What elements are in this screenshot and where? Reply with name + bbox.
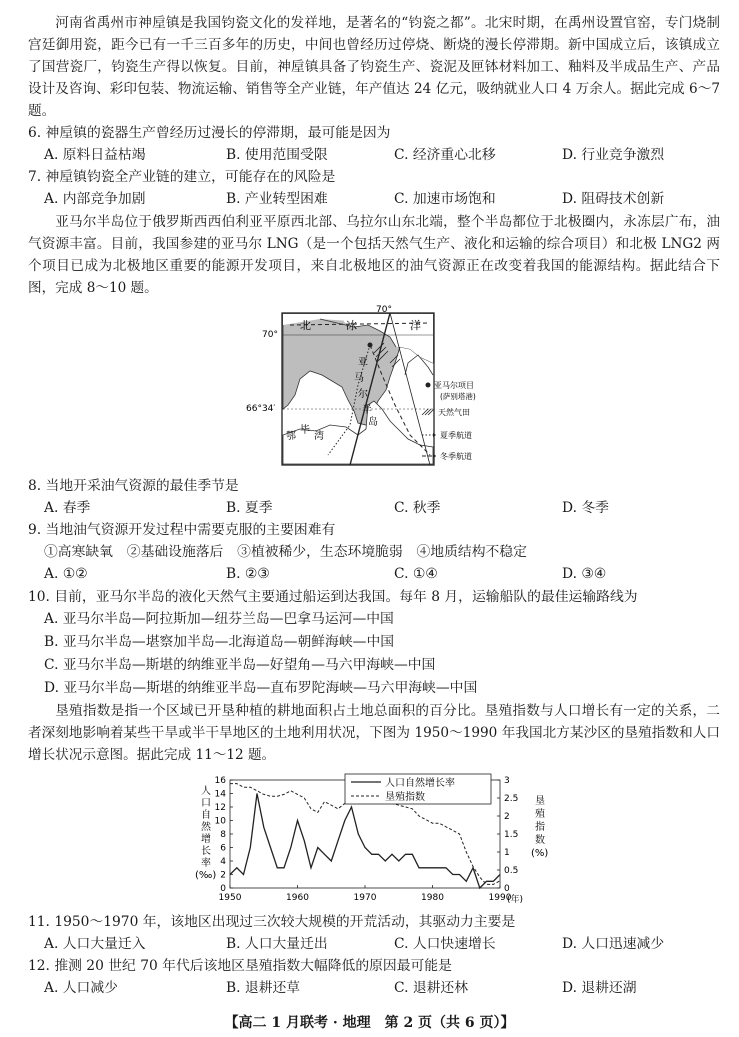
y-axis-label: 人口自然增长率(‰)	[195, 786, 217, 881]
legend-population: 人口自然增长率	[385, 778, 455, 789]
question-8-stem: 8. 当地开采油气资源的最佳季节是	[28, 478, 239, 494]
q7-option-b: B. 产业转型困难	[226, 191, 328, 207]
x-tick-label: 1970	[353, 893, 377, 903]
q6-option-c: C. 经济重心北移	[394, 147, 496, 163]
q8-option-b: B. 夏季	[226, 500, 273, 516]
y-tick-label: 14	[214, 789, 226, 800]
y-tick-label: 16	[214, 776, 226, 786]
ocean-char-1: 北	[300, 319, 311, 332]
q6-option-b: B. 使用范围受限	[226, 147, 328, 163]
q9-option-a: A. ①②	[44, 566, 88, 582]
q10-option-c: C. 亚马尔半岛—斯堪的纳维亚半岛—好望角—马六甲海峡—中国	[44, 657, 436, 673]
legend-gasfield-label: 天然气田	[438, 408, 470, 417]
legend-reclamation: 垦殖指数	[385, 792, 425, 803]
y-tick-label: 0	[220, 884, 226, 894]
legend-summer-label: 夏季航道	[440, 431, 472, 440]
bay-char-2: 毕	[300, 425, 310, 436]
bay-char-3: 湾	[314, 431, 324, 442]
ocean-char-2: 冰	[346, 319, 357, 332]
question-10-stem: 10. 目前，亚马尔半岛的液化天然气主要通过船运到达我国。每年 8 月，运输船队的最佳运输路线为	[28, 589, 638, 605]
q7-option-d: D. 阻碍技术创新	[562, 191, 665, 207]
q11-option-d: D. 人口迅速减少	[562, 936, 665, 952]
x-tick-label: 1960	[286, 893, 309, 903]
legend-project-sub: (萨别塔港)	[440, 392, 476, 401]
lat-70-label: 70°	[262, 330, 278, 340]
q12-option-b: B. 退耕还草	[226, 980, 301, 996]
passage-reclamation: 垦殖指数是指一个区域已开垦种植的耕地面积占土地总面积的百分比。垦殖指数与人口增长有一定的关系，二者深刻地影响着某些干旱或半干旱地区的土地利用状况，下图为 1950～1990 年我国北方某沙区的垦殖指数和人口增长状况示意图。据此完成 11～12 题。	[28, 703, 720, 763]
q8-option-c: C. 秋季	[394, 500, 441, 516]
y-tick-label: 12	[214, 803, 226, 813]
y2-tick-label: 2.5	[504, 794, 519, 804]
q9-option-c: C. ①④	[394, 566, 438, 582]
peninsula-char-5: 岛	[368, 417, 378, 428]
y-tick-label: 2	[220, 870, 226, 881]
q8-option-d: D. 冬季	[562, 500, 609, 516]
passage-yamal: 亚马尔半岛位于俄罗斯西西伯利亚平原西北部、乌拉尔山东北端，整个半岛都位于北极圈内，永冻层广布，油气资源丰富。目前，我国参建的亚马尔 LNG（是一个包括天然气生产、液化和运输的综合项目）和北极 LNG2 两个项目已成为北极地区重要的能源开发项目，来自北极地区的油气资源正在改变着我国的能源结构。据此结合下图，完成 8～10 题。	[28, 214, 720, 296]
legend-winter-label: 冬季航道	[440, 452, 472, 461]
peninsula-char-3: 尔	[358, 389, 368, 400]
x-tick-label: 1950	[218, 893, 242, 903]
lat-6634-label: 66°34′	[246, 404, 276, 414]
q8-option-a: A. 春季	[44, 500, 91, 516]
q11-option-b: B. 人口大量迁出	[226, 936, 328, 952]
y2-tick-label: 1.5	[504, 830, 519, 840]
y-tick-label: 6	[220, 843, 226, 854]
y-tick-label: 4	[220, 857, 226, 867]
q6-option-d: D. 行业竞争激烈	[562, 147, 665, 163]
question-6-stem: 6. 神垕镇的瓷器生产曾经历过漫长的停滞期，最可能是因为	[28, 125, 391, 141]
peninsula-char-4: 半	[362, 405, 372, 416]
y2-tick-label: 2	[504, 812, 510, 822]
q12-option-a: A. 人口减少	[44, 980, 118, 996]
question-12-stem: 12. 推测 20 世纪 70 年代后该地区垦殖指数大幅降低的原因最可能是	[28, 958, 452, 974]
q7-option-c: C. 加速市场饱和	[394, 191, 496, 207]
reclamation-population-chart	[195, 770, 555, 906]
y2-tick-label: 0	[504, 884, 510, 894]
ocean-char-3: 洋	[410, 319, 421, 332]
x-tick-label: 1990	[488, 893, 512, 903]
q12-option-c: C. 退耕还林	[394, 980, 469, 996]
question-9-stem: 9. 当地油气资源开发过程中需要克服的主要困难有	[28, 522, 336, 538]
peninsula-char-1: 亚	[358, 357, 368, 368]
passage-shenhou: 河南省禹州市神垕镇是我国钧瓷文化的发祥地，是著名的“钧瓷之都”。北宋时期，在禹州设置官窑，专门烧制宫廷御用瓷，距今已有一千三百多年的历史，中间也曾经历过停烧、断烧的漫长停滞期。新中国成立后，该镇成立了国营瓷厂，钧瓷生产得以恢复。目前，神垕镇具备了钧瓷生产、瓷泥及匣钵材料加工、釉料及半成品生产、产品设计及咨询、彩印包装、物流运输、销售等全产业链，年产值达 24 亿元，吸纳就业人口 4 万余人。据此完成 6～7 题。	[28, 15, 720, 119]
lon-70-label: 70°	[376, 305, 392, 315]
q9-items: ①高寒缺氧 ②基础设施落后 ③植被稀少，生态环境脆弱 ④地质结构不稳定	[44, 544, 527, 560]
q9-option-b: B. ②③	[226, 566, 270, 582]
q12-option-d: D. 退耕还湖	[562, 980, 637, 996]
x-axis-unit: (年)	[507, 895, 524, 905]
y2-tick-label: 0.5	[504, 866, 519, 876]
x-tick-label: 1980	[421, 893, 444, 903]
peninsula-char-2: 马	[354, 373, 364, 384]
q6-option-a: A. 原料日益枯竭	[44, 147, 146, 163]
question-11-stem: 11. 1950～1970 年，该地区出现过三次较大规模的开荒活动，其驱动力主要是	[28, 914, 516, 930]
q11-option-a: A. 人口大量迁入	[44, 936, 146, 952]
legend-project-label: 亚马尔项目	[434, 381, 474, 390]
question-7-stem: 7. 神垕镇钧瓷全产业链的建立，可能存在的风险是	[28, 169, 336, 185]
q9-option-d: D. ③④	[562, 566, 607, 582]
y-tick-label: 10	[214, 816, 226, 827]
y-tick-label: 8	[220, 830, 226, 840]
q10-option-b: B. 亚马尔半岛—堪察加半岛—北海道岛—朝鲜海峡—中国	[44, 634, 395, 650]
y2-tick-label: 3	[504, 776, 510, 786]
q7-option-a: A. 内部竞争加剧	[44, 191, 146, 207]
page-footer: 【高二 1 月联考 · 地理 第 2 页（共 6 页）】	[224, 1015, 515, 1031]
y2-tick-label: 1	[504, 848, 510, 858]
y2-axis-label: 垦殖指数(%)	[531, 796, 549, 859]
q10-option-a: A. 亚马尔半岛—阿拉斯加—纽芬兰岛—巴拿马运河—中国	[44, 611, 394, 627]
yamal-map	[246, 305, 510, 470]
bay-char-1: 鄂	[286, 431, 296, 442]
q11-option-c: C. 人口快速增长	[394, 936, 496, 952]
q10-option-d: D. 亚马尔半岛—斯堪的纳维亚半岛—直布罗陀海峡—马六甲海峡—中国	[44, 680, 478, 696]
